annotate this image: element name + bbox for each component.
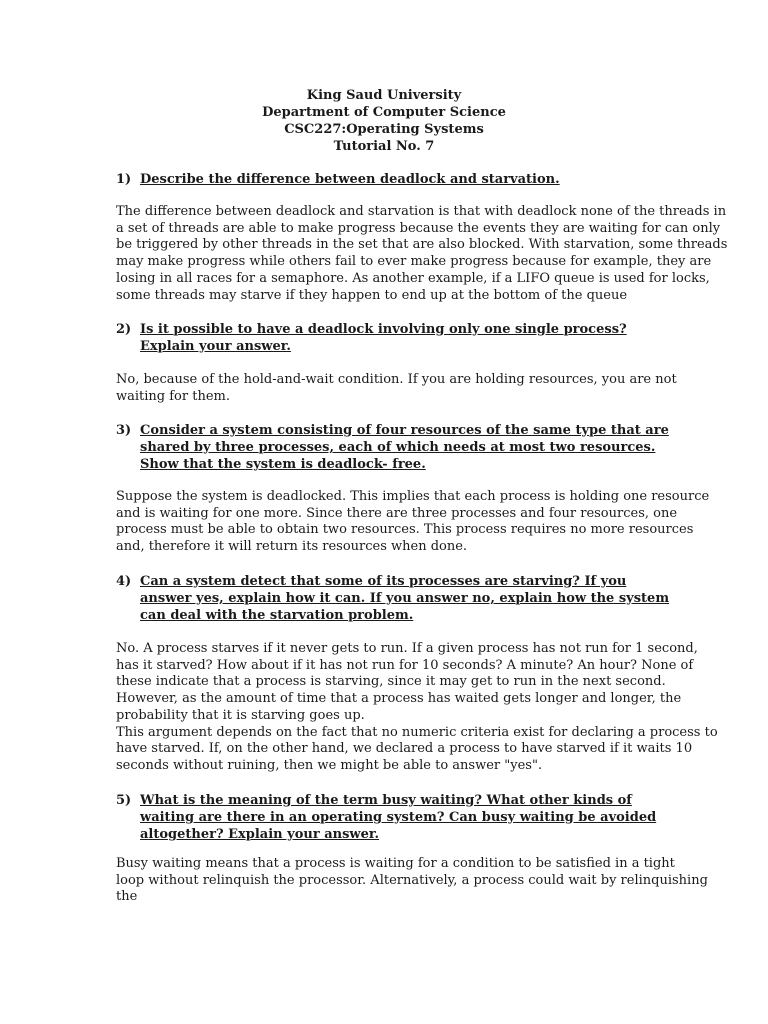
answer-line: may make progress while others fail to ever make progress because for example, they are xyxy=(116,254,712,270)
answer-line: some threads may starve if they happen to end up at the bottom of the queue xyxy=(116,287,628,303)
answer-line: seconds without ruining, then we might be able to answer "yes". xyxy=(116,757,543,773)
answer-line: waiting for them. xyxy=(116,388,230,404)
answer-line: loop without relinquish the processor. Alternatively, a process could wait by relinquishing xyxy=(116,872,708,888)
answer-5 xyxy=(116,856,708,906)
answer-2 xyxy=(116,372,688,405)
answer-line: has it starved? How about if it has not run for 10 seconds? A minute? An hour? None of xyxy=(116,657,694,673)
answer-line: probability that it is starving goes up. xyxy=(116,707,365,723)
question-text: Describe the difference between deadlock and starvation. xyxy=(140,172,560,187)
answer-line: have starved. If, on the other hand, we declared a process to have starved if it waits 10 xyxy=(116,741,693,757)
question-text: Can a system detect that some of its processes are starving? If you answer yes, explain how it can. If you answer no, explain how the system can deal with the starvation problem. xyxy=(140,574,670,623)
answer-line: Busy waiting means that a process is waiting for a condition to be satisfied in a tight xyxy=(116,856,675,871)
course-title: CSC227:Operating Systems xyxy=(284,122,484,137)
answer-line: process must be able to obtain two resources. This process requires no more resources xyxy=(116,522,694,538)
answer-line: the xyxy=(116,889,138,905)
tutorial-number: Tutorial No. 7 xyxy=(333,139,435,154)
document-header xyxy=(0,87,768,155)
question-3 xyxy=(116,422,676,473)
answer-line: and is waiting for one more. Since there are three processes and four resources, one xyxy=(116,505,678,521)
question-1 xyxy=(116,171,676,188)
answer-line: a set of threads are able to make progress because the events they are waiting for can only xyxy=(116,220,721,236)
question-number: 3) xyxy=(116,423,132,438)
department-name: Department of Computer Science xyxy=(262,105,506,120)
answer-3 xyxy=(116,489,710,556)
answer-line: No. A process starves if it never gets to run. If a given process has not run for 1 second, xyxy=(116,641,698,656)
answer-line: This argument depends on the fact that no numeric criteria exist for declaring a process to xyxy=(116,724,718,740)
question-5 xyxy=(116,792,676,843)
answer-line: Suppose the system is deadlocked. This implies that each process is holding one resource xyxy=(116,489,710,504)
question-number: 1) xyxy=(116,172,132,187)
question-2 xyxy=(116,321,676,355)
question-4 xyxy=(116,573,676,624)
answer-line: losing in all races for a semaphore. As another example, if a LIFO queue is used for locks, xyxy=(116,270,710,286)
answer-1 xyxy=(116,204,728,304)
answer-line: these indicate that a process is starving, since it may get to run in the next second. xyxy=(116,674,666,690)
question-number: 2) xyxy=(116,322,132,337)
question-number: 5) xyxy=(116,793,132,808)
answer-line: The difference between deadlock and starvation is that with deadlock none of the threads in xyxy=(116,204,727,219)
answer-line: No, because of the hold-and-wait condition. If you are holding resources, you are not xyxy=(116,372,677,387)
question-text: What is the meaning of the term busy waiting? What other kinds of waiting are there in an operating system? Can busy waiting be avoided altogether? Explain your answer. xyxy=(140,793,657,842)
answer-4 xyxy=(116,641,718,775)
answer-line: and, therefore it will return its resources when done. xyxy=(116,539,468,555)
question-text: Consider a system consisting of four resources of the same type that are shared by three processes, each of which needs at most two resources. Show that the system is deadlock- free. xyxy=(140,423,669,472)
question-text: Is it possible to have a deadlock involving only one single process? Explain your answer. xyxy=(140,322,627,354)
question-number: 4) xyxy=(116,574,132,589)
answer-line: be triggered by other threads in the set that are also blocked. With starvation, some threads xyxy=(116,237,728,253)
university-name: King Saud University xyxy=(306,88,462,103)
answer-line: However, as the amount of time that a process has waited gets longer and longer, the xyxy=(116,691,682,707)
